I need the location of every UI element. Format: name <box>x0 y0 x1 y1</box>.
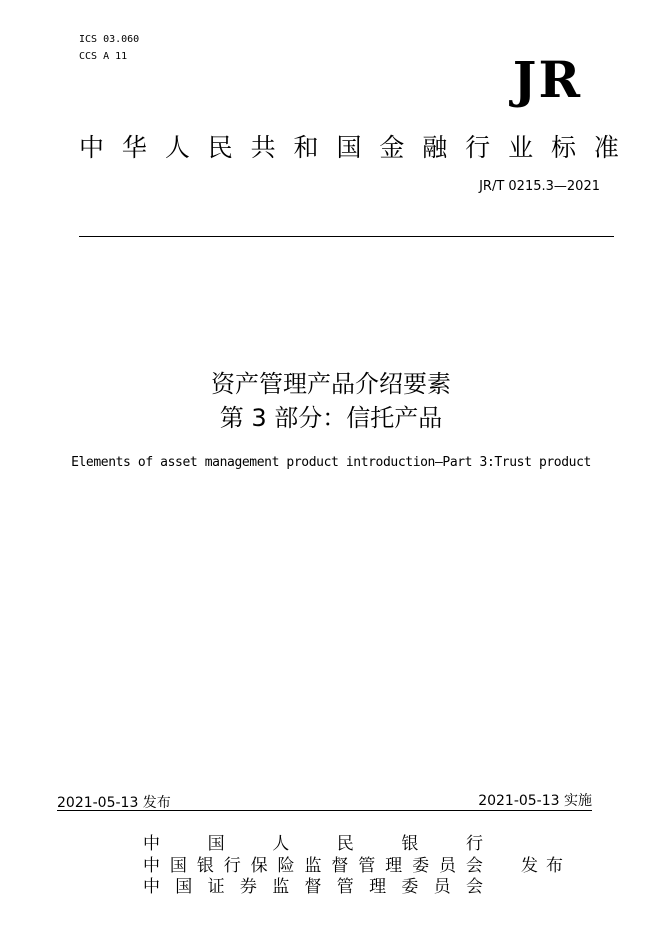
issuer-char: 券 <box>239 877 257 897</box>
implementation-date: 2021-05-13 实施 <box>478 793 592 809</box>
issuer-char: 民 <box>336 834 354 854</box>
issuer-char: 督 <box>304 877 322 897</box>
standard-category-char: 共 <box>250 133 276 162</box>
issuer-char: 国 <box>175 877 193 897</box>
issuer-char: 监 <box>304 856 322 876</box>
standard-category-char: 中 <box>79 133 105 162</box>
issuer-char: 人 <box>272 834 290 854</box>
publish-label: 发布 <box>521 856 571 876</box>
standard-category-char: 民 <box>207 133 233 162</box>
standard-category-char: 和 <box>293 133 319 162</box>
issuer-char: 理 <box>385 856 403 876</box>
issuer-char: 管 <box>358 856 376 876</box>
issuer-char: 保 <box>250 856 268 876</box>
standard-category-char: 业 <box>508 133 534 162</box>
issuer-char: 银 <box>401 834 419 854</box>
standard-category-char: 行 <box>465 133 491 162</box>
ccs-code: CCS A 11 <box>79 51 128 62</box>
issuer-char: 监 <box>272 877 290 897</box>
issuer-char: 委 <box>412 856 430 876</box>
english-title: Elements of asset management product introduction—Part 3:Trust product <box>71 455 591 470</box>
issuer-char: 证 <box>207 877 225 897</box>
issuer-char: 理 <box>369 877 387 897</box>
issuer-char: 员 <box>433 877 451 897</box>
ics-code: ICS 03.060 <box>79 34 140 45</box>
issuer-char: 委 <box>401 877 419 897</box>
issuer-char: 行 <box>223 856 241 876</box>
issuer-char: 督 <box>331 856 349 876</box>
issuer-char: 会 <box>465 856 483 876</box>
document-part-title: 第 3 部分：信托产品 <box>219 404 443 432</box>
issuer-char: 中 <box>143 834 160 854</box>
issuer-char: 行 <box>465 834 483 854</box>
issuer-char: 中 <box>143 877 160 897</box>
standard-number: JR/T 0215.3—2021 <box>479 179 600 194</box>
standard-category-char: 华 <box>121 133 147 162</box>
issue-date: 2021-05-13 发布 <box>57 795 171 811</box>
issuer-char: 员 <box>438 856 456 876</box>
footer-divider <box>57 810 592 811</box>
issuer-char: 管 <box>336 877 354 897</box>
issuer-char: 中 <box>143 856 160 876</box>
standard-category-char: 人 <box>164 133 190 162</box>
issuer-char: 银 <box>196 856 214 876</box>
document-title: 资产管理产品介绍要素 <box>211 370 451 398</box>
standard-category-char: 金 <box>379 133 405 162</box>
standard-category-char: 国 <box>336 133 362 162</box>
standard-category-char: 标 <box>550 133 576 162</box>
standard-category-char: 融 <box>422 133 448 162</box>
issuer-char: 险 <box>277 856 295 876</box>
issuer-char: 国 <box>207 834 225 854</box>
issuer-csrc <box>143 872 483 897</box>
standard-category-char: 准 <box>593 133 619 162</box>
issuer-char: 国 <box>169 856 187 876</box>
issuer-char: 会 <box>465 877 483 897</box>
jr-logo: JR <box>512 50 582 109</box>
standard-category <box>79 128 619 164</box>
header-divider <box>79 236 614 237</box>
